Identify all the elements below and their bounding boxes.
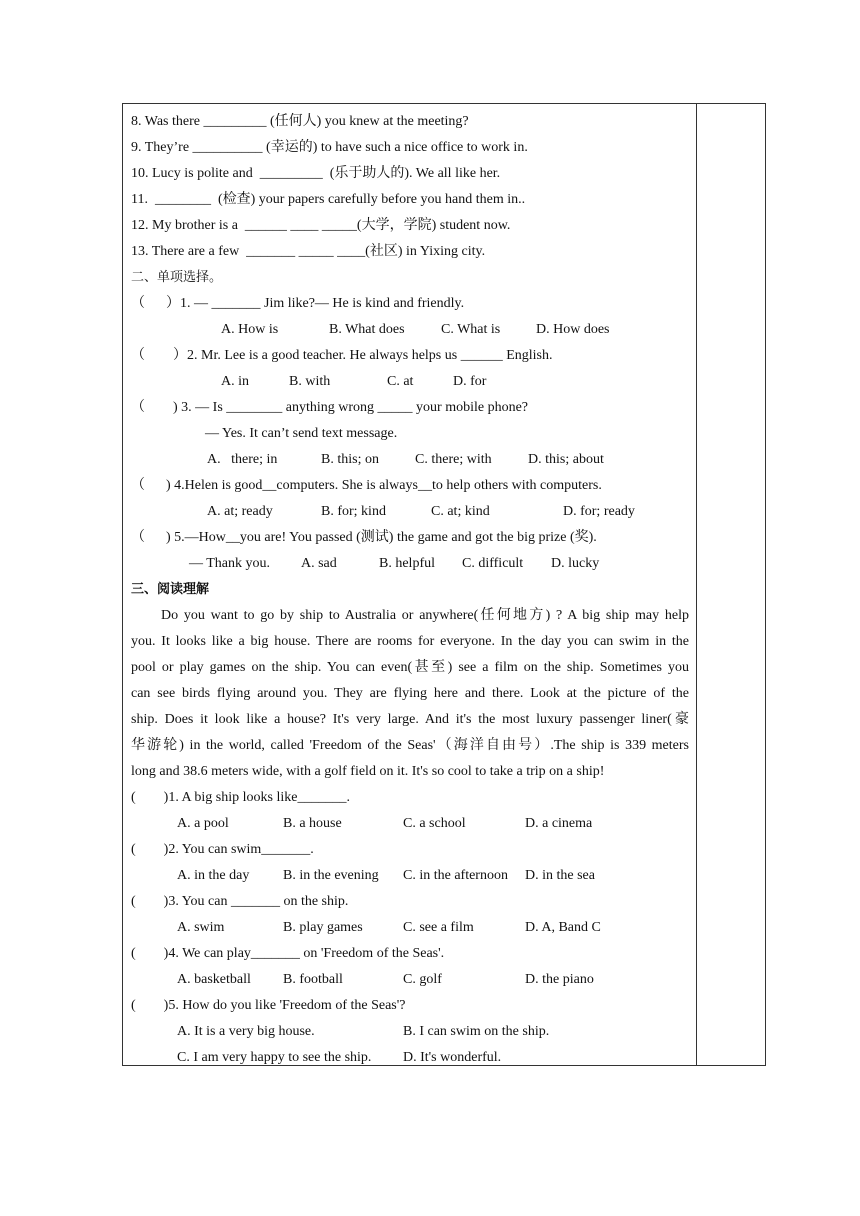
mc-option: B. helpful xyxy=(379,556,435,571)
mc-option: B. for; kind xyxy=(321,504,386,519)
reading-question-3: ( )3. You can _______ on the ship. xyxy=(131,894,349,909)
mc-option: D. How does xyxy=(536,322,610,337)
reading-question-2: ( )2. You can swim_______. xyxy=(131,842,314,857)
worksheet-table xyxy=(122,103,766,1066)
mc-question-4: （ ) 4.Helen is good__computers. She is always__to help others with computers. xyxy=(131,478,602,493)
reading-option: B. I can swim on the ship. xyxy=(403,1024,550,1039)
passage-line: pool or play games on the ship. You can even(甚至) see a film on the ship. Sometimes you xyxy=(131,660,689,675)
mc-option: A. sad xyxy=(301,556,337,571)
reading-option: D. in the sea xyxy=(525,868,595,883)
reading-option: C. I am very happy to see the ship. xyxy=(177,1050,372,1065)
reading-option: A. in the day xyxy=(177,868,250,883)
reading-option: B. in the evening xyxy=(283,868,379,883)
mc-option: D. this; about xyxy=(528,452,604,467)
fill-in-item-8: 8. Was there _________ (任何人) you knew at the meeting? xyxy=(131,114,469,129)
reading-option: C. a school xyxy=(403,816,466,831)
reading-question-4: ( )4. We can play_______ on 'Freedom of the Seas'. xyxy=(131,946,445,961)
passage-line: can see birds flying around you. They are flying here and there. Look at the picture of the xyxy=(131,686,689,701)
fill-in-item-10: 10. Lucy is polite and _________ (乐于助人的). We all like her. xyxy=(131,166,501,181)
mc-option: B. with xyxy=(289,374,331,389)
mc-question-5-sub: — Thank you. xyxy=(189,556,271,571)
mc-option: D. lucky xyxy=(551,556,600,571)
reading-option: B. a house xyxy=(283,816,342,831)
section-3-title: 三、阅读理解 xyxy=(131,582,210,597)
mc-option: A. How is xyxy=(221,322,279,337)
fill-in-item-12: 12. My brother is a ______ ____ _____(大学，学院) student now. xyxy=(131,218,511,233)
mc-option: D. for; ready xyxy=(563,504,635,519)
section-2-title: 二、单项选择。 xyxy=(131,270,223,285)
reading-option: C. see a film xyxy=(403,920,474,935)
mc-option: C. difficult xyxy=(462,556,524,571)
passage-line: ship. Does it look like a house? It's very large. And it's the most luxury passenger liner(豪 xyxy=(131,712,689,727)
reading-option: B. play games xyxy=(283,920,363,935)
mc-question-2: （ ）2. Mr. Lee is a good teacher. He always helps us ______ English. xyxy=(131,348,553,363)
mc-option: A. there; in xyxy=(207,452,278,467)
reading-option: C. golf xyxy=(403,972,442,987)
reading-question-5: ( )5. How do you like 'Freedom of the Seas'? xyxy=(131,998,406,1013)
reading-option: A. basketball xyxy=(177,972,251,987)
mc-option: A. in xyxy=(221,374,249,389)
passage-line: Do you want to go by ship to Australia or anywhere(任何地方) ? A big ship may help xyxy=(161,608,689,623)
reading-option: C. in the afternoon xyxy=(403,868,508,883)
mc-option: B. What does xyxy=(329,322,405,337)
reading-option: B. football xyxy=(283,972,343,987)
mc-option: C. at xyxy=(387,374,414,389)
mc-option: C. at; kind xyxy=(431,504,490,519)
reading-option: D. It's wonderful. xyxy=(403,1050,502,1065)
reading-option: D. A, Band C xyxy=(525,920,601,935)
mc-question-1: （ ）1. — _______ Jim like?— He is kind and friendly. xyxy=(131,296,465,311)
fill-in-item-9: 9. They’re __________ (幸运的) to have such a nice office to work in. xyxy=(131,140,528,155)
mc-question-3-sub: — Yes. It can’t send text message. xyxy=(205,426,398,441)
fill-in-item-13: 13. There are a few _______ _____ ____(社区) in Yixing city. xyxy=(131,244,486,259)
reading-option: D. the piano xyxy=(525,972,594,987)
mc-option: A. at; ready xyxy=(207,504,273,519)
mc-option: C. there; with xyxy=(415,452,492,467)
mc-option: D. for xyxy=(453,374,487,389)
reading-option: D. a cinema xyxy=(525,816,593,831)
reading-option: A. It is a very big house. xyxy=(177,1024,315,1039)
passage-line: you. It looks like a big house. There are rooms for everyone. In the day you can swim in the xyxy=(131,634,689,649)
reading-question-1: ( )1. A big ship looks like_______. xyxy=(131,790,350,805)
mc-question-3: （ ) 3. — Is ________ anything wrong _____ your mobile phone? xyxy=(131,400,529,415)
mc-option: B. this; on xyxy=(321,452,379,467)
reading-option: A. swim xyxy=(177,920,225,935)
passage-line: 华游轮) in the world, called 'Freedom of the Seas'（海洋自由号）.The ship is 339 meters xyxy=(131,738,689,753)
mc-question-5: （ ) 5.—How__you are! You passed (测试) the game and got the big prize (奖). xyxy=(131,530,597,545)
passage-line: long and 38.6 meters wide, with a golf field on it. It's so cool to take a trip on a ship! xyxy=(131,764,605,779)
column-divider xyxy=(696,104,697,1065)
fill-in-item-11: 11. ________ (检查) your papers carefully before you hand them in.. xyxy=(131,192,526,207)
reading-option: A. a pool xyxy=(177,816,229,831)
mc-option: C. What is xyxy=(441,322,501,337)
